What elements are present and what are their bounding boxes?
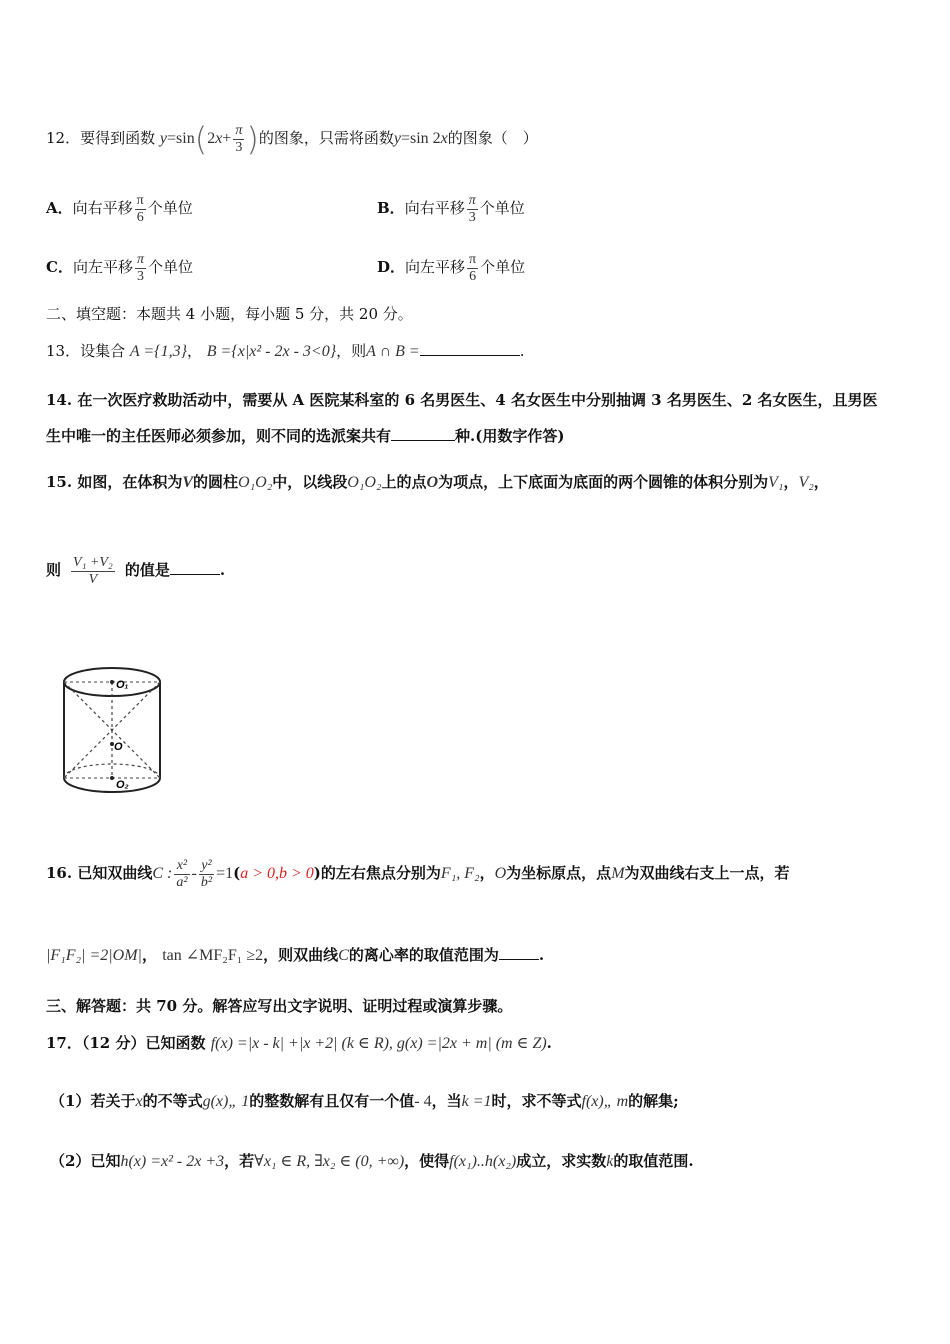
label-o1: O₁ [116, 679, 129, 691]
math-var: O₁O₂ [347, 474, 382, 491]
question-text: 为双曲线右支上一点，若 [624, 864, 790, 882]
label-o: O [114, 741, 123, 753]
question-text: 中，以线段 [272, 473, 348, 491]
question-text: 16. 已知双曲线 [46, 864, 153, 882]
frac-num: V₁ +V₂ [73, 554, 113, 570]
question-number: 13． [46, 342, 81, 360]
question-text: ， [783, 473, 799, 491]
math-expr: |F₁F₂| =2|OM| [46, 947, 142, 964]
math-set-a: A ={1,3} [129, 343, 187, 360]
question-text: . [546, 1034, 552, 1052]
question-text: . [538, 946, 545, 964]
right-paren: ) [246, 120, 259, 158]
option-unit: 个单位 [147, 199, 193, 217]
option-text: 向右平移 [72, 199, 133, 217]
math-text: + [222, 130, 232, 147]
math-var: C [338, 947, 349, 964]
frac-num: y² [199, 858, 214, 875]
question-text: ，若 [224, 1152, 255, 1170]
question-text: 的离心率的取值范围为 [348, 946, 499, 964]
frac-den: 3 [468, 209, 476, 225]
section-3-heading: 三、解答题：共 70 分。解答应写出文字说明、证明过程或演算步骤。 [46, 997, 513, 1015]
math-var: y [393, 130, 401, 147]
question-15-line-1 [46, 470, 829, 494]
frac-num: π [469, 251, 477, 267]
question-14-line-2 [46, 426, 564, 446]
question-text: ， [813, 473, 829, 491]
section-2-heading: 二、填空题：本题共 4 小题，每小题 5 分，共 20 分。 [46, 305, 413, 323]
math-expr: ∀x₁ ∈ R, ∃x₂ ∈ (0, +∞) [254, 1153, 405, 1170]
option-label: C． [46, 258, 73, 276]
question-text: 的整数解有且仅有一个值 [249, 1092, 415, 1110]
frac-num: x² [174, 858, 189, 875]
frac-den: a² [176, 874, 188, 890]
question-text: ， [479, 864, 495, 882]
math-var: k [606, 1153, 614, 1170]
question-number: 12． [46, 129, 81, 147]
option-unit: 个单位 [479, 199, 525, 217]
frac-den: 6 [469, 268, 477, 284]
math-var: O [426, 474, 439, 491]
fraction [467, 252, 478, 285]
math-var: x [135, 1093, 143, 1110]
fraction-v1-v2-over-v [71, 555, 115, 588]
frac-num: π [468, 192, 476, 208]
point-o2 [110, 776, 114, 780]
option-label: A． [46, 199, 73, 217]
question-text: 的圆柱 [193, 473, 239, 491]
math-var: x [215, 130, 223, 147]
math-expr: f(x₁)..h(x₂) [449, 1153, 517, 1170]
option-d[interactable] [377, 247, 525, 287]
math-function: f(x) =|x - k| +|x +2| (k ∈ R), g(x) =|2x + m| (m ∈ Z) [210, 1035, 547, 1052]
math-var: x [440, 130, 448, 147]
fraction-pi-3 [233, 123, 244, 156]
question-text: 的不等式 [142, 1092, 203, 1110]
fraction-x2-a2 [174, 858, 189, 891]
question-text: ， [141, 946, 157, 964]
question-17-part-1 [50, 1086, 679, 1116]
option-label: D． [377, 258, 406, 276]
question-text: 则 [46, 561, 62, 579]
question-text: 的解集; [628, 1092, 679, 1110]
question-16-line-1 [46, 848, 790, 898]
math-var: O₁O₂ [238, 474, 273, 491]
frac-num: π [136, 251, 144, 267]
frac-num: π [136, 192, 144, 208]
question-17-part-2 [50, 1146, 694, 1176]
question-text: 的图象（ ） [447, 129, 538, 147]
fraction [135, 252, 146, 285]
math-var: V₁ [768, 474, 784, 491]
question-text: 为坐标原点，点 [506, 864, 612, 882]
question-text: ) [313, 864, 321, 882]
question-text: 设集合 [80, 342, 126, 360]
math-var: O [494, 865, 507, 882]
math-expr: k =1 [461, 1093, 492, 1110]
math-expr: A ∩ B = [366, 343, 420, 360]
frac-num: π [235, 122, 243, 138]
frac-den: 6 [136, 209, 144, 225]
question-text: 生中唯一的主任医师必须参加，则不同的选派案共有 [46, 427, 392, 445]
question-14-line-1: 14. 在一次医疗救助活动中，需要从 A 医院某科室的 6 名男医生、4 名女医生中分别抽调 3 名男医生、2 名女医生，且男医 [46, 391, 878, 409]
math-var: V₂ [798, 474, 814, 491]
math-var: F₁, F₂ [440, 865, 480, 882]
question-text: ( [233, 864, 241, 882]
answer-blank[interactable] [170, 560, 220, 575]
math-var: C : [152, 865, 173, 882]
question-13 [46, 336, 525, 366]
answer-blank[interactable] [499, 945, 539, 960]
option-text: 向左平移 [72, 258, 133, 276]
question-text: . [519, 342, 525, 360]
frac-den: 3 [235, 139, 243, 155]
math-text: =sin [167, 130, 195, 147]
question-text: 若关于 [90, 1092, 136, 1110]
math-text: =sin 2 [400, 130, 441, 147]
question-text: ，则 [336, 342, 367, 360]
question-15-line-2 [46, 548, 225, 592]
point-o1 [110, 680, 114, 684]
question-text: 种.(用数字作答) [455, 427, 565, 445]
cylinder-figure [52, 660, 172, 810]
question-text: ，使得 [404, 1152, 450, 1170]
option-a[interactable] [46, 188, 193, 228]
question-text: ， [186, 342, 202, 360]
frac-den: b² [200, 874, 213, 890]
answer-blank[interactable] [420, 341, 520, 356]
question-text: 的值是 [124, 561, 170, 579]
math-set-b: B ={x|x² - 2x - 3<0} [206, 343, 337, 360]
math-expr: g(x)„ 1 [202, 1093, 250, 1110]
math-text: - 4 [414, 1093, 432, 1110]
fraction [467, 193, 478, 226]
question-text: 的取值范围. [613, 1152, 694, 1170]
option-text: 向左平移 [405, 258, 466, 276]
question-text: 要得到函数 [80, 129, 156, 147]
question-text: 的左右焦点分别为 [320, 864, 441, 882]
bottom-front-arc [64, 778, 160, 792]
frac-den: 3 [136, 268, 144, 284]
math-text: 2 [207, 130, 216, 147]
question-text: 上的点 [381, 473, 427, 491]
option-unit: 个单位 [147, 258, 193, 276]
part-label: （2） [50, 1152, 91, 1170]
math-expr: tan ∠MF₂F₁ ≥2 [162, 947, 264, 964]
option-label: B． [377, 199, 405, 217]
question-text: 成立，求实数 [516, 1152, 607, 1170]
answer-blank[interactable] [391, 426, 455, 441]
fraction-y2-b2 [199, 858, 214, 891]
question-17 [46, 1028, 552, 1058]
math-var: M [611, 865, 625, 882]
question-text: . [219, 561, 226, 579]
question-number: 17． [46, 1034, 82, 1052]
math-text: - [191, 865, 197, 882]
question-text: 为项点，上下底面为底面的两个圆锥的体积分别为 [438, 473, 769, 491]
question-text: ，当 [431, 1092, 462, 1110]
question-text: 时，求不等式 [491, 1092, 582, 1110]
math-var: y [159, 130, 167, 147]
question-12 [46, 118, 538, 158]
frac-den: V [88, 571, 98, 587]
option-unit: 个单位 [480, 258, 526, 276]
fraction [135, 193, 146, 226]
left-paren: ( [194, 120, 208, 158]
option-text: 向右平移 [404, 199, 465, 217]
option-b[interactable] [377, 188, 525, 228]
part-label: （1） [50, 1092, 91, 1110]
question-text: （12 分）已知函数 [81, 1034, 206, 1052]
option-c[interactable] [46, 247, 193, 287]
question-text: 15. 如图，在体积为 [46, 473, 183, 491]
question-text: ，则双曲线 [263, 946, 339, 964]
question-text: 已知 [90, 1152, 121, 1170]
math-text: =1 [216, 865, 234, 882]
math-expr: f(x)„ m [581, 1093, 629, 1110]
math-expr: h(x) =x² - 2x +3 [120, 1153, 225, 1170]
question-16-line-2 [46, 940, 544, 970]
math-var: V [182, 474, 193, 491]
condition-text: a > 0,b > 0 [240, 865, 314, 882]
label-o2: O₂ [116, 779, 129, 791]
question-text: 的图象，只需将函数 [258, 129, 394, 147]
